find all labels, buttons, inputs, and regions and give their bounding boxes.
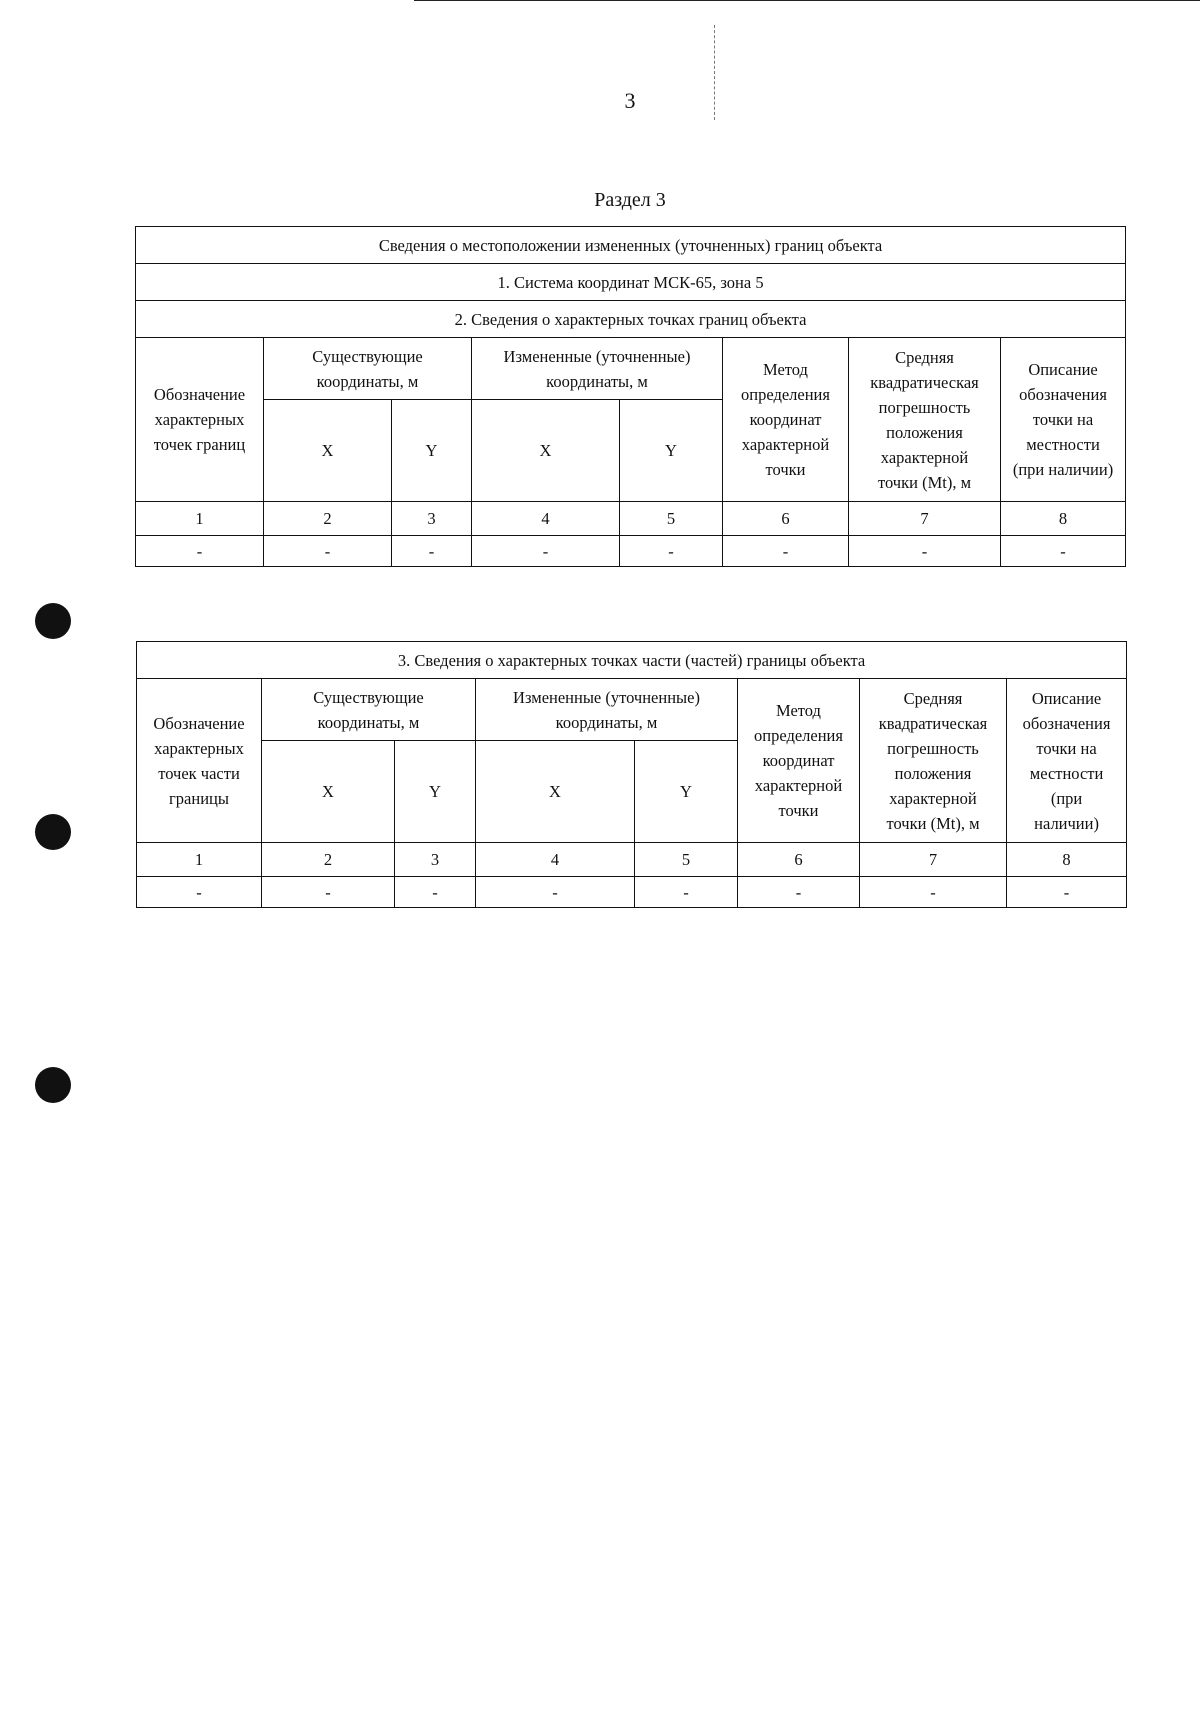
col-changed-header: Измененные (уточненные) координаты, м	[472, 338, 723, 400]
table-cell: -	[849, 536, 1001, 567]
col-method-header: Метод определения координат характерной точки	[738, 679, 860, 843]
table-cell: -	[264, 536, 392, 567]
column-number: 8	[1007, 843, 1127, 877]
table-cell: -	[392, 536, 472, 567]
column-number: 1	[136, 502, 264, 536]
punch-hole	[35, 603, 71, 639]
table-cell: -	[137, 877, 262, 908]
column-number: 6	[723, 502, 849, 536]
section-title: Раздел 3	[594, 189, 666, 211]
col-x-existing: X	[264, 400, 392, 502]
col-y-existing: Y	[392, 400, 472, 502]
col-y-changed: Y	[635, 741, 738, 843]
table-cell: -	[395, 877, 476, 908]
table-cell: -	[472, 536, 620, 567]
col-description-header: Описание обозначения точки на местности (при наличии)	[1001, 338, 1126, 502]
column-numbers-row	[137, 843, 1127, 877]
column-number: 3	[395, 843, 476, 877]
column-number: 2	[264, 502, 392, 536]
table-heading: 3. Сведения о характерных точках части (частей) границы объекта	[137, 642, 1127, 679]
column-number: 7	[849, 502, 1001, 536]
table-subheading: 2. Сведения о характерных точках границ объекта	[136, 301, 1126, 338]
column-number: 6	[738, 843, 860, 877]
column-number: 5	[620, 502, 723, 536]
column-number: 4	[472, 502, 620, 536]
col-x-changed: X	[472, 400, 620, 502]
table-cell: -	[738, 877, 860, 908]
column-number: 5	[635, 843, 738, 877]
column-number: 1	[137, 843, 262, 877]
col-error-header: Средняя квадратическая погрешность положения характерной точки (Mt), м	[849, 338, 1001, 502]
col-description-header: Описание обозначения точки на местности (при наличии)	[1007, 679, 1127, 843]
col-x-changed: X	[476, 741, 635, 843]
punch-hole	[35, 814, 71, 850]
table-cell: -	[1001, 536, 1126, 567]
table-row	[137, 877, 1127, 908]
column-numbers-row	[136, 502, 1126, 536]
table-cell: -	[620, 536, 723, 567]
col-y-existing: Y	[395, 741, 476, 843]
table-cell: -	[635, 877, 738, 908]
col-y-changed: Y	[620, 400, 723, 502]
column-number: 3	[392, 502, 472, 536]
top-edge-line	[414, 0, 1200, 1]
col-designation-header: Обозначение характерных точек части границы	[137, 679, 262, 843]
table-cell: -	[860, 877, 1007, 908]
part-boundary-points-table	[136, 641, 1127, 908]
col-designation-header: Обозначение характерных точек границ	[136, 338, 264, 502]
column-number: 4	[476, 843, 635, 877]
boundary-points-table	[135, 226, 1126, 567]
punch-hole	[35, 1067, 71, 1103]
column-number: 7	[860, 843, 1007, 877]
column-number: 8	[1001, 502, 1126, 536]
col-method-header: Метод определения координат характерной точки	[723, 338, 849, 502]
table-heading: Сведения о местоположении измененных (уточненных) границ объекта	[136, 227, 1126, 264]
table-cell: -	[723, 536, 849, 567]
col-existing-header: Существующие координаты, м	[264, 338, 472, 400]
col-changed-header: Измененные (уточненные) координаты, м	[476, 679, 738, 741]
page-number: 3	[624, 88, 636, 113]
table-cell: -	[262, 877, 395, 908]
table-cell: -	[136, 536, 264, 567]
table-row	[136, 536, 1126, 567]
col-x-existing: X	[262, 741, 395, 843]
coordinate-system: 1. Система координат МСК-65, зона 5	[136, 264, 1126, 301]
table-cell: -	[476, 877, 635, 908]
col-existing-header: Существующие координаты, м	[262, 679, 476, 741]
table-cell: -	[1007, 877, 1127, 908]
fold-line	[714, 25, 715, 120]
col-error-header: Средняя квадратическая погрешность положения характерной точки (Mt), м	[860, 679, 1007, 843]
column-number: 2	[262, 843, 395, 877]
